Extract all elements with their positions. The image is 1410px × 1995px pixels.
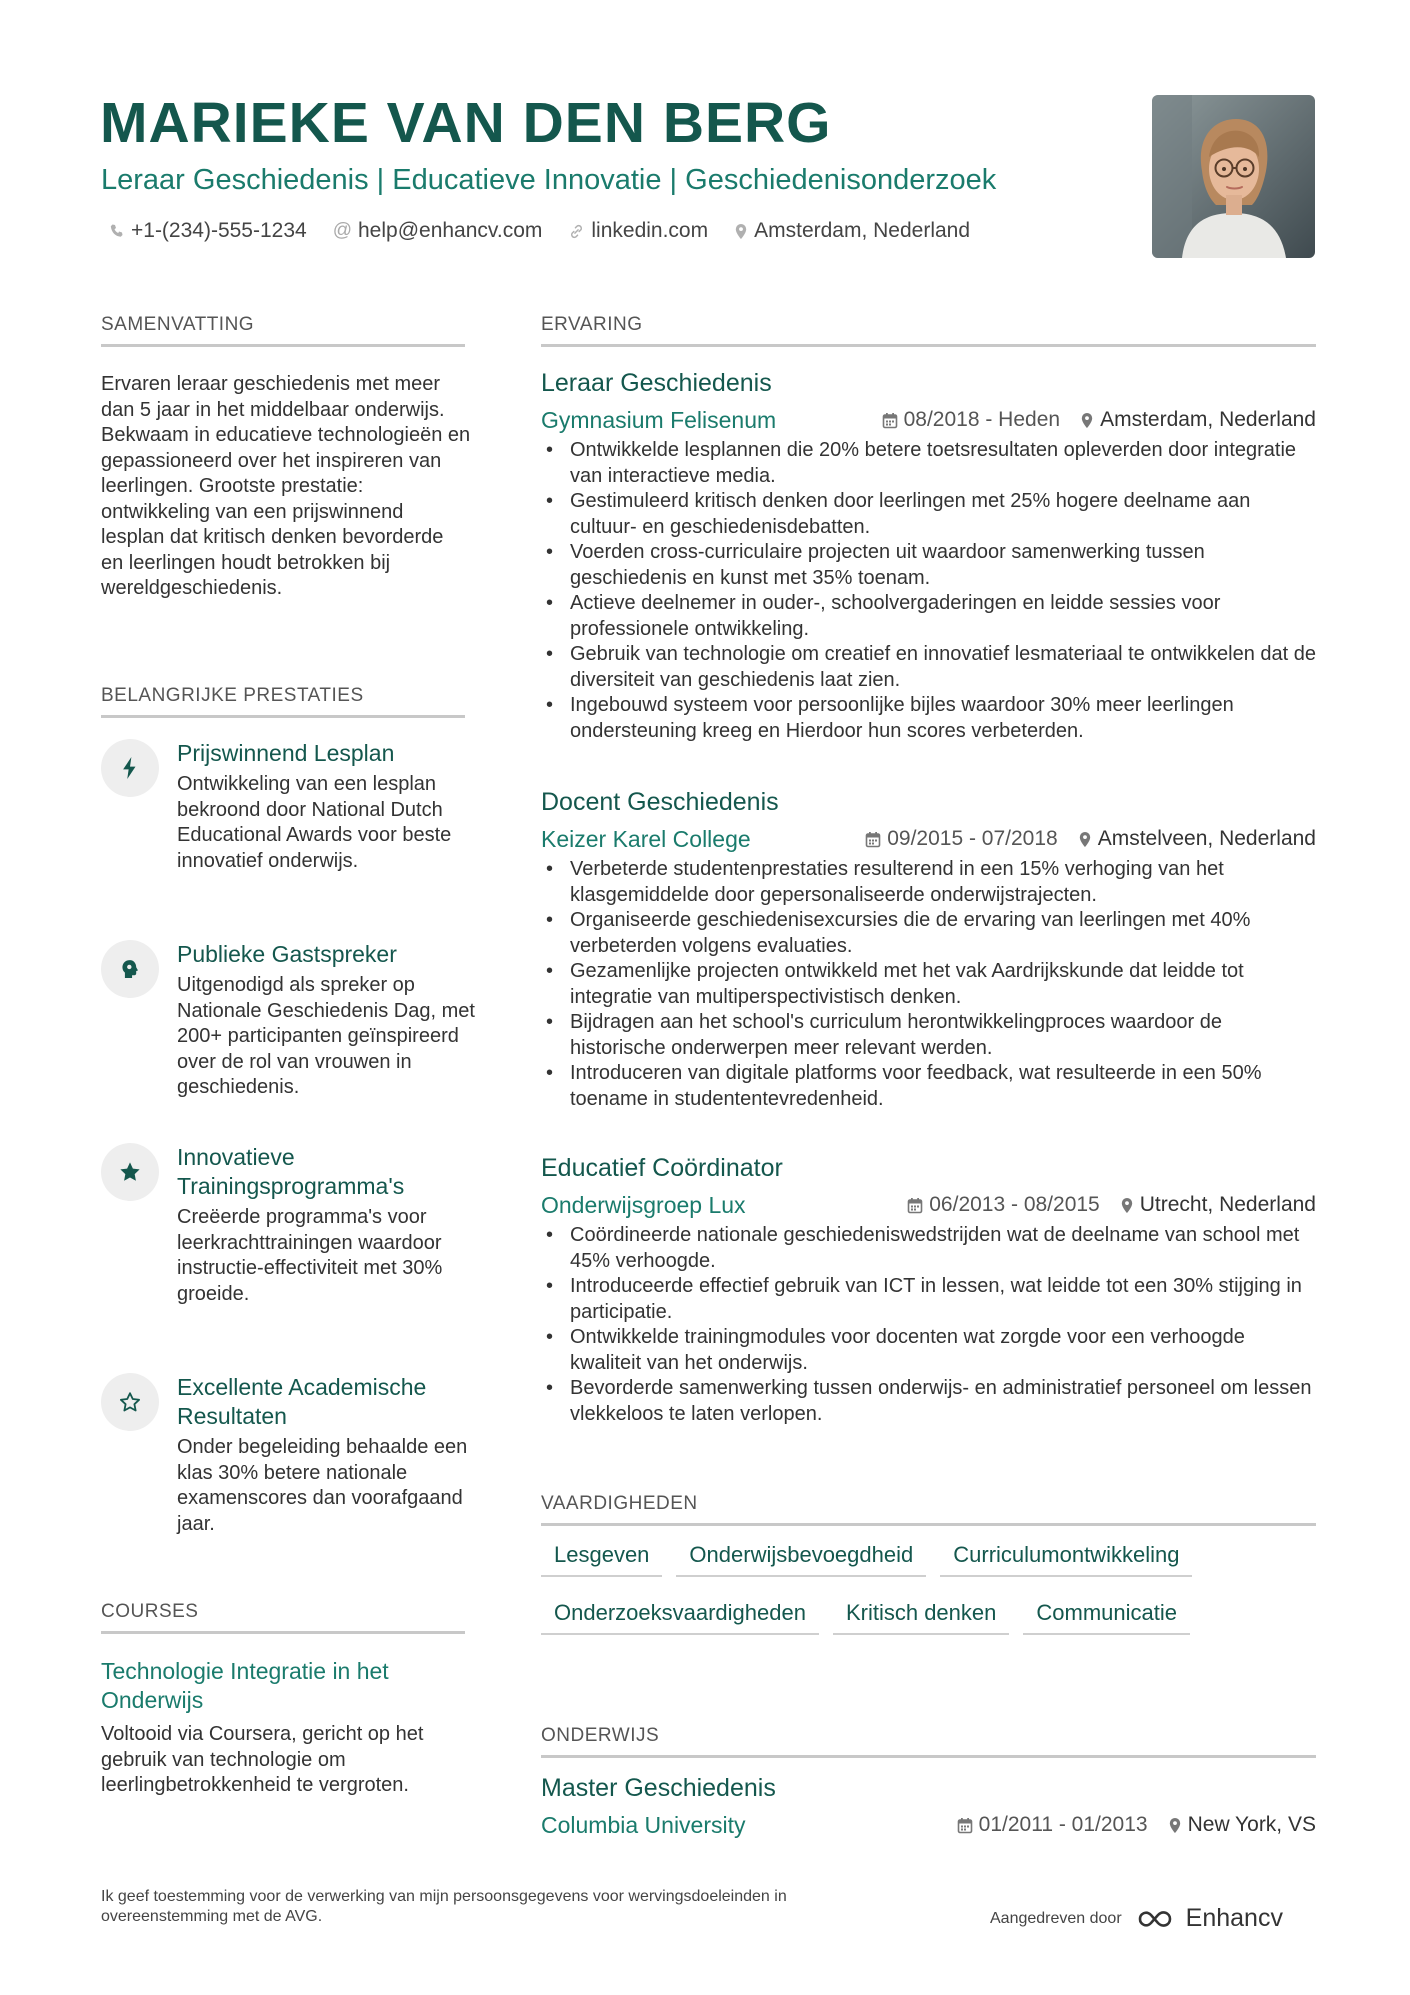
job-bullet: • Ingebouwd systeem voor persoonlijke bijles waardoor 30% meer leerlingen ondersteuning kreeg en Hierdoor hun scores verbeterden.: [541, 693, 1316, 744]
education-location-text: New York, VS: [1187, 1813, 1316, 1836]
summary-text: Ervaren leraar geschiedenis met meer dan 5 jaar in het middelbaar onderwijs. Bekwaam in educatieve technologieën en gepassioneerd over het inspireren van leerlingen. Grootste prestatie: ontwikkeling van een prijswinnend lesplan dat kritisch denken bevorderde en leerlingen houdt betrokken bij wereldgeschiedenis.: [101, 373, 471, 599]
skills-list: [541, 1538, 1321, 1654]
head-icon: [101, 940, 159, 998]
job-meta: [541, 823, 1316, 855]
job-bullet: • Bijdragen aan het school's curriculum herontwikkelingproces waardoor de historische onderwerpen meer relevant werden.: [541, 1010, 1316, 1061]
company-name: Gymnasium Felisenum: [541, 407, 777, 433]
phone-icon: [109, 223, 125, 239]
location-icon: [1168, 1817, 1182, 1834]
job-meta: [541, 404, 1316, 436]
contact-linkedin-text: linkedin.com: [591, 219, 709, 242]
contact-phone-text: +1-(234)-555-1234: [131, 219, 307, 242]
achievement-title: Publieke Gastspreker: [177, 941, 397, 967]
skills-section-title: VAARDIGHEDEN: [541, 1492, 1316, 1526]
summary-section-title: SAMENVATTING: [101, 313, 465, 347]
headline: Leraar Geschiedenis | Educatieve Innovatie | Geschiedenisonderzoek: [101, 164, 997, 196]
powered-by[interactable]: [990, 1904, 1283, 1933]
job-date-text: 06/2013 - 08/2015: [929, 1193, 1100, 1216]
company-name: Onderwijsgroep Lux: [541, 1192, 746, 1218]
job-bullets: [541, 1223, 1316, 1427]
location-icon: [1080, 412, 1094, 429]
job-location-text: Amstelveen, Nederland: [1097, 827, 1316, 850]
skill-tag: Lesgeven: [541, 1538, 662, 1577]
enhancv-logo: [1134, 1904, 1283, 1933]
job-bullet: • Coördineerde nationale geschiedeniswedstrijden wat de deelname van school met 45% verhoogde.: [541, 1223, 1316, 1274]
job-date-text: 08/2018 - Heden: [903, 408, 1061, 431]
job-location-text: Amsterdam, Nederland: [1100, 408, 1316, 431]
job-bullet: • Introduceerde effectief gebruik van ICT in lessen, wat leidde tot een 30% stijging in participatie.: [541, 1274, 1316, 1325]
job-bullet: • Verbeterde studentenprestaties resulterend in een 15% verhoging van het klasgemiddelde door gepersonaliseerde onderwijstrajecten.: [541, 857, 1316, 908]
job-bullets: [541, 857, 1316, 1112]
job-bullet: • Introduceren van digitale platforms voor feedback, wat resulteerde in een 50% toename in studententevredenheid.: [541, 1061, 1316, 1112]
achievement-description: Ontwikkeling van een lesplan bekroond door National Dutch Educational Awards voor beste innovatief onderwijs.: [177, 773, 452, 872]
contact-email-text: help@enhancv.com: [358, 219, 543, 242]
education-location: [1168, 1809, 1316, 1841]
degree-title: Master Geschiedenis: [541, 1774, 776, 1802]
skill-tag: Onderzoeksvaardigheden: [541, 1596, 819, 1635]
job-entry: [541, 1152, 1316, 1427]
education-date-text: 01/2011 - 01/2013: [978, 1813, 1148, 1836]
enhancv-logo-text: Enhancv: [1185, 1904, 1283, 1932]
skill-tag: Communicatie: [1023, 1596, 1190, 1635]
gdpr-consent-note: Ik geef toestemming voor de verwerking van mijn persoonsgegevens voor wervingsdoeleinden in overeenstemming met de AVG.: [101, 1888, 787, 1925]
job-bullet: • Actieve deelnemer in ouder-, schoolvergaderingen en leidde sessies voor professionele ontwikkeling.: [541, 591, 1316, 642]
job-location: [1080, 404, 1316, 436]
job-bullet: • Ontwikkelde lesplannen die 20% betere toetsresultaten opleverden door integratie van interactieve media.: [541, 438, 1316, 489]
at-icon: @: [332, 220, 352, 241]
job-entry: [541, 367, 1316, 744]
experience-section-title: ERVARING: [541, 313, 1316, 347]
link-icon: [568, 223, 585, 240]
profile-photo: [1152, 95, 1315, 258]
job-date: [882, 404, 1060, 436]
job-location-text: Utrecht, Nederland: [1139, 1193, 1316, 1216]
skill-tag: Onderwijsbevoegdheid: [676, 1538, 926, 1577]
enhancv-logo-icon: [1134, 1906, 1182, 1932]
contact-linkedin[interactable]: [568, 219, 708, 243]
job-bullet: • Gezamenlijke projecten ontwikkeld met het vak Aardrijkskunde dat leidde tot integratie van multiperspectivistisch denken.: [541, 959, 1316, 1010]
job-bullet: • Organiseerde geschiedenisexcursies die de ervaring van leerlingen met 40% verbeterden volgens evaluaties.: [541, 908, 1316, 959]
skill-tag: Curriculumontwikkeling: [940, 1538, 1192, 1577]
job-location: [1078, 823, 1316, 855]
job-bullet: • Gestimuleerd kritisch denken door leerlingen met 25% hogere deelname aan cultuur- en geschiedenisdebatten.: [541, 489, 1316, 540]
job-date-text: 09/2015 - 07/2018: [887, 827, 1058, 850]
location-icon: [734, 223, 748, 240]
job-title: Docent Geschiedenis: [541, 788, 779, 816]
education-meta: [541, 1809, 1316, 1841]
job-meta-right: [865, 823, 1316, 855]
job-meta-right: [882, 404, 1316, 436]
bolt-icon: [101, 739, 159, 797]
candidate-name: MARIEKE VAN DEN BERG: [100, 91, 832, 155]
contact-bar: [109, 219, 996, 243]
job-title: Educatief Coördinator: [541, 1154, 783, 1182]
company-name: Keizer Karel College: [541, 826, 751, 852]
job-entry: [541, 786, 1316, 1112]
school-name: Columbia University: [541, 1812, 746, 1838]
achievement-description: Onder begeleiding behaalde een klas 30% betere nationale examenscores dan voorafgaand jaar.: [177, 1436, 468, 1535]
courses-section-title: COURSES: [101, 1600, 465, 1634]
achievements-section-title: BELANGRIJKE PRESTATIES: [101, 684, 465, 718]
contact-phone[interactable]: [109, 219, 307, 243]
contact-location: [734, 219, 970, 243]
powered-by-label: Aangedreven door: [990, 1909, 1122, 1927]
location-icon: [1120, 1197, 1134, 1214]
star-filled-icon: [101, 1143, 159, 1201]
job-bullet: • Bevorderde samenwerking tussen onderwijs- en administratief personeel om lessen vlekkeloos te laten verlopen.: [541, 1376, 1316, 1427]
education-entry: [541, 1772, 1316, 1841]
job-bullet: • Ontwikkelde trainingmodules voor docenten wat zorgde voor een verhoogde kwaliteit van het onderwijs.: [541, 1325, 1316, 1376]
job-date: [865, 823, 1057, 855]
job-bullet: • Voerden cross-curriculaire projecten uit waardoor samenwerking tussen geschiedenis en kunst met 35% toenam.: [541, 540, 1316, 591]
achievement-description: Uitgenodigd als spreker op Nationale Geschiedenis Dag, met 200+ participanten geïnspireerd over de rol van vrouwen in geschiedenis.: [177, 974, 475, 1098]
education-meta-right: [957, 1809, 1316, 1841]
achievement-description: Creëerde programma's voor leerkrachttrainingen waardoor instructie-effectiviteit met 30% groeide.: [177, 1206, 443, 1305]
skill-tag: Kritisch denken: [833, 1596, 1009, 1635]
course-title: Technologie Integratie in het Onderwijs: [101, 1658, 389, 1713]
location-icon: [1078, 831, 1092, 848]
achievement-title: Excellente Academische Resultaten: [177, 1374, 427, 1429]
job-bullet: • Gebruik van technologie om creatief en innovatief lesmateriaal te ontwikkelen dat de diversiteit van geschiedenis laat zien.: [541, 642, 1316, 693]
calendar-icon: [865, 831, 881, 848]
contact-location-text: Amsterdam, Nederland: [754, 219, 971, 242]
achievement-title: Innovatieve Trainingsprogramma's: [177, 1144, 405, 1199]
star-outline-icon: [101, 1373, 159, 1431]
job-date: [907, 1189, 1099, 1221]
job-bullets: [541, 438, 1316, 744]
calendar-icon: [957, 1817, 973, 1834]
calendar-icon: [882, 412, 898, 429]
job-location: [1120, 1189, 1316, 1221]
contact-email[interactable]: [333, 219, 543, 243]
education-section-title: ONDERWIJS: [541, 1724, 1316, 1758]
calendar-icon: [907, 1197, 923, 1214]
job-meta: [541, 1189, 1316, 1221]
job-title: Leraar Geschiedenis: [541, 369, 772, 397]
achievement-title: Prijswinnend Lesplan: [177, 740, 395, 766]
job-meta-right: [907, 1189, 1316, 1221]
course-description: Voltooid via Coursera, gericht op het gebruik van technologie om leerlingbetrokkenheid te vergroten.: [101, 1723, 424, 1796]
education-date: [957, 1809, 1148, 1841]
